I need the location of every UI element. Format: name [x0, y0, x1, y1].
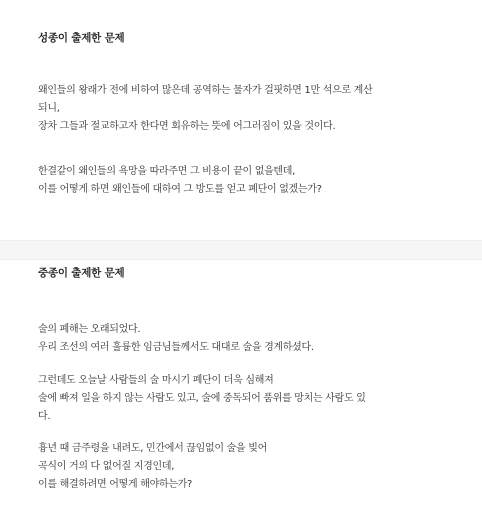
section2-p1-line1: 술의 폐해는 오래되었다.: [38, 324, 141, 335]
section1-p2-line2: 이를 어떻게 하면 왜인들에 대하여 그 방도를 얻고 폐단이 없겠는가?: [38, 184, 322, 195]
section1-p2-line1: 한결같이 왜인들의 욕망을 따라주면 그 비용이 끝이 없을텐데,: [38, 166, 296, 177]
section1-p1-line1: 왜인들의 왕래가 전에 비하여 많은데 공역하는 물자가 걸핏하면 1만 석으로 계산: [38, 85, 373, 96]
section-divider: [0, 240, 482, 260]
section1-p1-line3: 장차 그들과 절교하고자 한다면 회유하는 뜻에 어그러짐이 있을 것이다.: [38, 121, 336, 132]
section2-p3-line1: 흉년 때 금주령을 내려도, 민간에서 끊임없이 술을 빚어: [38, 443, 267, 454]
section2-p2-line1: 그런데도 오늘날 사람들의 술 마시기 폐단이 더욱 심해져: [38, 375, 274, 386]
section2-p3-line3: 이를 해결하려면 어떻게 해야하는가?: [38, 479, 193, 490]
section2-title: 중종이 출제한 문제: [38, 267, 125, 279]
section1-title: 성종이 출제한 문제: [38, 32, 125, 44]
section1-p1-line2: 되니,: [38, 103, 60, 114]
section2-p3-line2: 곡식이 거의 다 없어질 지경인데,: [38, 461, 175, 472]
section2-p2-line3: 다.: [38, 411, 51, 422]
section2-p2-line2: 술에 빠져 일을 하지 않는 사람도 있고, 술에 중독되어 품위를 망치는 사람도 있: [38, 393, 366, 404]
section2-p1-line2: 우리 조선의 여러 훌륭한 임금님들께서도 대대로 술을 경계하셨다.: [38, 342, 314, 353]
